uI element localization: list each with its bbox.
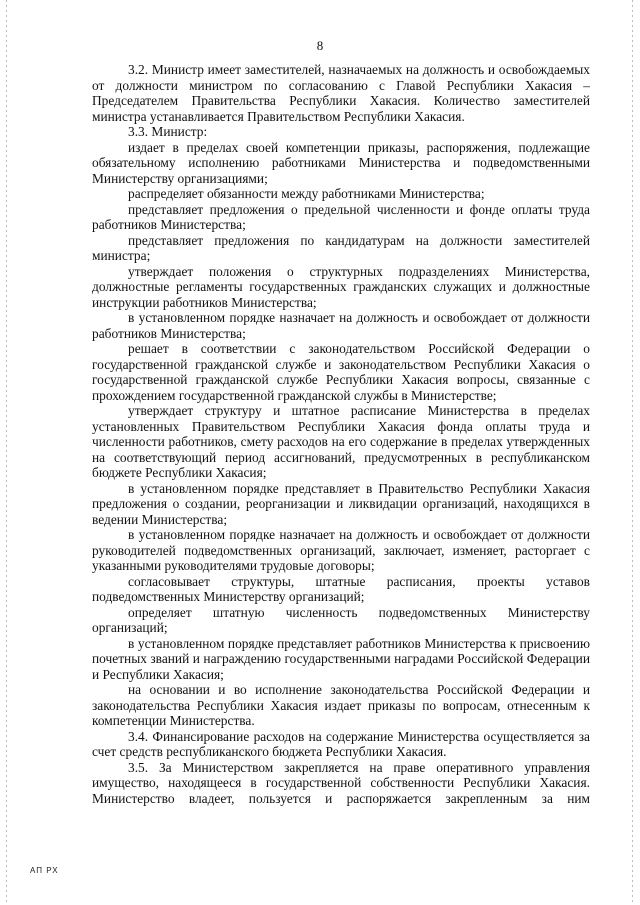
paragraph-organizations-proposals: в установленном порядке представляет в Правительство Республики Хакасия предложения о создании, реорганизации и ликвидации организаций, находящихся в ведении Министерства; (92, 480, 590, 527)
paragraph-agrees-structures: согласовывает структуры, штатные расписания, проекты уставов подведомственных Министерству организаций; (92, 573, 590, 604)
paragraph-3-4: 3.4. Финансирование расходов на содержание Министерства осуществляется за счет средств республиканского бюджета Республики Хакасия. (92, 728, 590, 759)
paragraph-approves-structure: утверждает структуру и штатное расписание Министерства в пределах установленных Правительством Республики Хакасия фонда оплаты труда и численности работников, смету расходов на его содержание в пределах утвержденных на соответствующий период ассигнований, предусмотренных в республиканском бюджете Республики Хакасия; (92, 403, 590, 480)
paragraph-3-3-heading: 3.3. Министр: (128, 124, 208, 139)
paragraph-staff-number-proposals: представляет предложения о предельной численности и фонде оплаты труда работников Министерства; (92, 201, 590, 232)
paragraph-appoints-employees: в установленном порядке назначает на должность и освобождает от должности работников Министерства; (92, 310, 590, 341)
paragraph-approves-regulations: утверждает положения о структурных подразделениях Министерства, должностные регламенты государственных гражданских служащих и должностные инструкции работников Министерства; (92, 263, 590, 310)
paragraph-issues-legal-orders: на основании и во исполнение законодательства Российской Федерации и законодательства Республики Хакасия издает приказы по вопросам, отнесенным к компетенции Министерства. (92, 682, 590, 728)
document-body (92, 62, 590, 806)
paragraph-civil-service: решает в соответствии с законодательством Российской Федерации о государственной гражданской службе и законодательством Республики Хакасия о государственной гражданской службе Республики Хакасия вопросы, связанные с прохождением государственной гражданской службы в Министерстве; (92, 341, 590, 403)
paragraph-3-2: 3.2. Министр имеет заместителей, назначаемых на должность и освобождаемых от должности министром по согласованию с Главой Республики Хакасия – Председателем Правительства Республики Хакасия. Количество заместителей министра устанавливается Правительством Республики Хакасия. (92, 62, 590, 124)
paragraph-3-5: 3.5. За Министерством закрепляется на праве оперативного управления имущество, находящееся в государственной собственности Республики Хакасия. Министерство владеет, пользуется и распоряжается закрепленным за ним (92, 759, 590, 806)
paragraph-awards: в установленном порядке представляет работников Министерства к присвоению почетных званий и награждению государственными наградами Российской Федерации и Республики Хакасия; (92, 635, 590, 682)
left-edge-mark (6, 0, 7, 905)
paragraph-deputy-candidates: представляет предложения по кандидатурам на должности заместителей министра; (92, 232, 590, 263)
paragraph-defines-staffing: определяет штатную численность подведомственных Министерству организаций; (92, 604, 590, 635)
paragraph-issues-orders: издает в пределах своей компетенции приказы, распоряжения, подлежащие обязательному исполнению работниками Министерства и подведомственными Министерству организациями; (92, 139, 590, 186)
archive-stamp: АП РХ (30, 866, 59, 875)
right-edge-mark (632, 0, 633, 905)
page-number: 8 (316, 38, 324, 53)
paragraph-distributes-duties: распределяет обязанности между работниками Министерства; (128, 186, 485, 201)
paragraph-appoints-heads: в установленном порядке назначает на должность и освобождает от должности руководителей подведомственных организаций, заключает, изменяет, расторгает с указанными руководителями трудовые договоры; (92, 527, 590, 573)
